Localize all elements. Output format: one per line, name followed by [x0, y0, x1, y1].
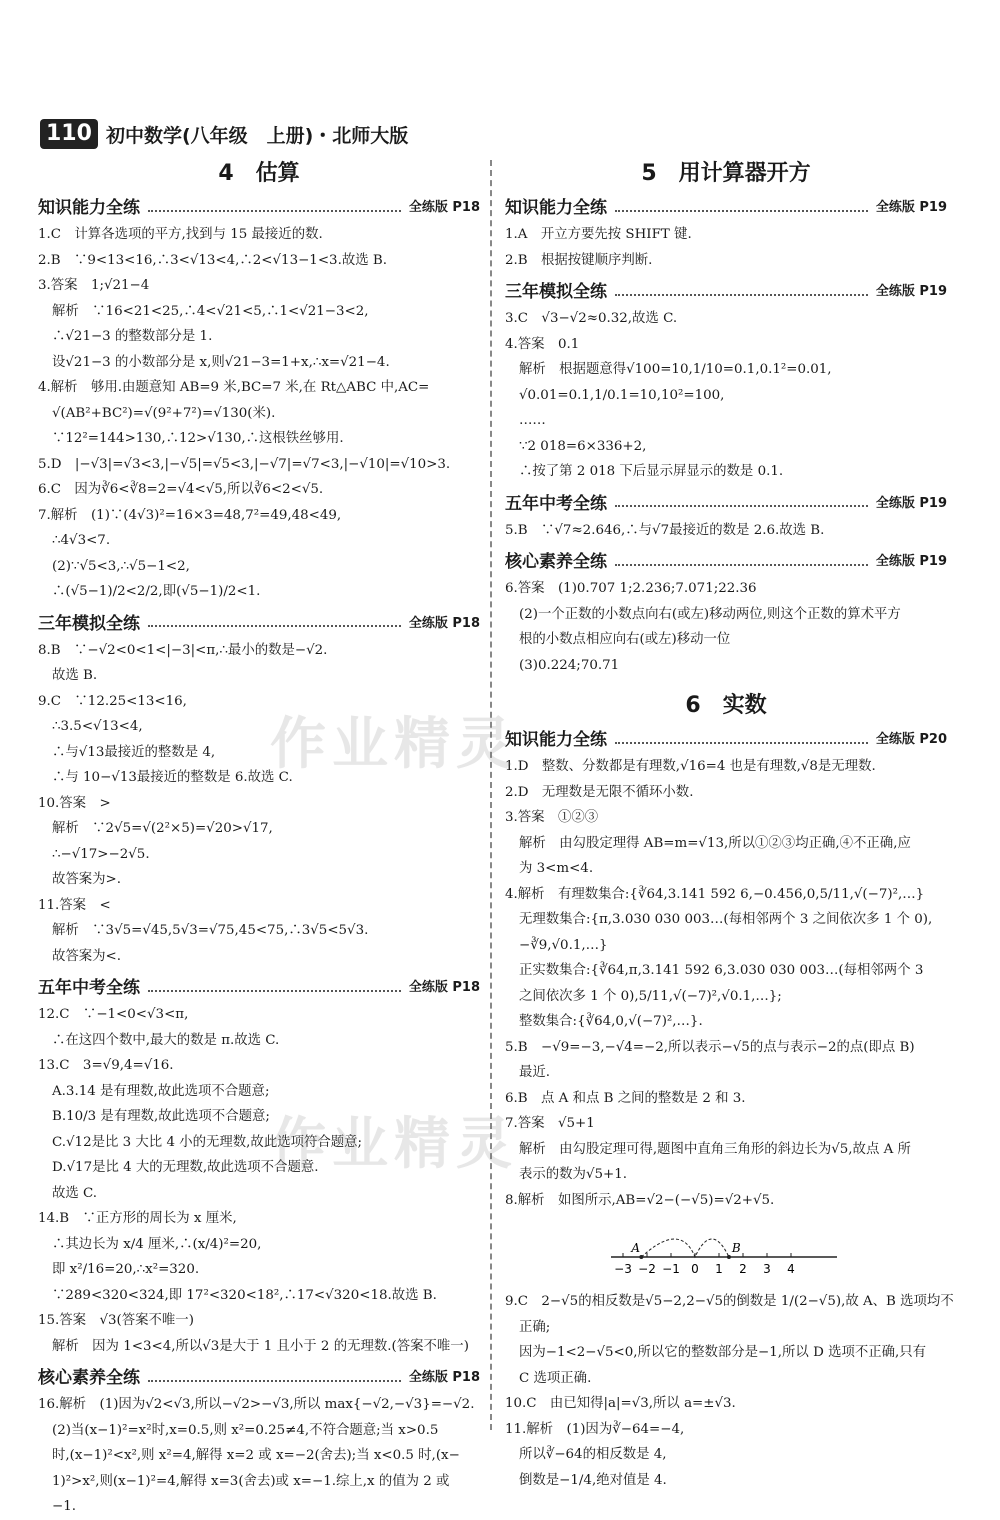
answer-line: 表示的数为√5+1. [519, 1167, 628, 1182]
section-title: 6 实数 [685, 693, 767, 718]
subsection-name: 五年中考全练 [38, 978, 140, 998]
answer-line: 整数集合:{∛64,0,√(−7)²,…}. [519, 1014, 703, 1029]
answer-line: B.10/3 是有理数,故此选项不合题意; [52, 1109, 270, 1124]
answer-item: 2.B ∵9<13<16,∴3<√13<4,∴2<√13−1<3.故选 B. [38, 252, 387, 268]
page-reference: 全练版 P19 [875, 284, 947, 299]
answer-item: 2.D 无理数是无限不循环小数. [505, 784, 694, 800]
answer-line: (2)∵√5<3,∴√5−1<2, [52, 558, 190, 574]
running-header [40, 116, 408, 152]
answer-item: 15.答案 √3(答案不唯一) [38, 1313, 194, 1328]
page-reference: 全练版 P19 [875, 200, 947, 215]
tick-label: 3 [763, 1262, 771, 1276]
number-line [605, 1219, 947, 1285]
answer-item: 3.答案 1;√21−4 [38, 278, 150, 293]
subsection-heading [505, 489, 947, 514]
answer-item: 8.B ∵−√2<0<1<|−3|<π,∴最小的数是−√2. [38, 642, 328, 658]
answer-line: 1)²>x²,则(x−1)²=4,解得 x=3(舍去)或 x=−1.综上,x 的值为 2 或 [52, 1473, 450, 1489]
answer-item: 5.D |−√3|=√3<3,|−√5|=√5<3,|−√7|=√7<3,|−√10|=√10>3. [38, 456, 451, 472]
answer-line: 故选 B. [52, 668, 98, 683]
subsection-heading [505, 725, 947, 750]
answer-line: 解析 因为 1<3<4,所以√3是大于 1 且小于 2 的无理数.(答案不唯一) [52, 1338, 469, 1354]
subsection-name: 三年模拟全练 [38, 613, 140, 634]
answer-item: 6.B 点 A 和点 B 之间的整数是 2 和 3. [505, 1090, 746, 1106]
answer-item: 1.D 整数、分数都是有理数,√16=4 也是有理数,√8是无理数. [505, 759, 876, 774]
page-reference: 全练版 P19 [875, 495, 947, 511]
answer-item: 3.C √3−√2≈0.32,故选 C. [505, 311, 678, 326]
leader-dots [148, 1370, 401, 1382]
answer-line: 根的小数点相应向右(或左)移动一位 [519, 632, 731, 647]
answer-line: 无理数集合:{π,3.030 030 003…(每相邻两个 3 之间依次多 1 个 0), [519, 912, 933, 927]
answer-line: ∴−√17>−2√5. [52, 846, 150, 862]
answer-line: ∴其边长为 x/4 厘米,∴(x/4)²=20, [52, 1236, 262, 1252]
answer-item: 9.C 2−√5的相反数是√5−2,2−√5的倒数是 1/(2−√5),故 A、B 选项均不 [505, 1294, 954, 1309]
left-column [38, 152, 480, 1520]
answer-line: −∛9,√0.1,…} [519, 937, 608, 953]
answer-item: 4.解析 够用.由题意知 AB=9 米,BC=7 米,在 Rt△ABC 中,AC= [38, 380, 430, 395]
answer-line: ∴√21−3 的整数部分是 1. [52, 329, 213, 344]
tick-label: −3 [614, 1262, 632, 1276]
answer-line: √(AB²+BC²)=√(9²+7²)=√130(米). [52, 405, 276, 421]
answer-line: 解析 由勾股定理得 AB=m=√13,所以①②③均正确,④不正确,应 [519, 835, 911, 851]
tick-label: 0 [691, 1262, 699, 1276]
answer-item: 5.B ∵√7≈2.646,∴与√7最接近的数是 2.6.故选 B. [505, 522, 825, 538]
point-marker [727, 1255, 731, 1259]
answer-line: ∵289<320<324,即 17²<320<18²,∴17<√320<18.故选 B. [52, 1287, 437, 1303]
page-number: 110 [40, 119, 98, 149]
answer-line: 解析 根据题意得√100=10,1/10=0.1,0.1²=0.01, [519, 362, 832, 377]
tick-label: −2 [638, 1262, 656, 1276]
answer-item: 12.C ∵−1<0<√3<π, [38, 1007, 189, 1022]
answer-line: 所以∛−64的相反数是 4, [519, 1447, 667, 1462]
point-label: B [731, 1241, 741, 1255]
subsection-heading [38, 973, 480, 998]
leader-dots [615, 200, 868, 212]
leader-dots [148, 200, 401, 212]
subsection-name: 知识能力全练 [505, 198, 607, 218]
leader-dots [615, 554, 868, 566]
page-reference: 全练版 P20 [875, 732, 947, 747]
answer-item: 11.答案 < [38, 897, 111, 913]
right-column [505, 152, 954, 1493]
number-line-figure [605, 1219, 845, 1281]
answer-line: 时,(x−1)²<x²,则 x²=4,解得 x=2 或 x=−2(舍去);当 x<0.5 时,(x− [52, 1448, 460, 1463]
answer-line: (2)一个正数的小数点向右(或左)移动两位,则这个正数的算术平方 [519, 606, 901, 622]
subsection-heading [38, 193, 480, 218]
answer-line: 为 3<m<4. [519, 861, 594, 876]
answer-line: √0.01=0.1,1/0.1=10,10²=100, [519, 387, 725, 403]
watermark: 作业精灵 [270, 712, 518, 777]
leader-dots [615, 284, 868, 296]
answer-line: ∴在这四个数中,最大的数是 π.故选 C. [52, 1032, 280, 1048]
answer-line: C.√12是比 3 大比 4 小的无理数,故此选项符合题意; [52, 1134, 363, 1150]
answer-line: C 选项正确. [519, 1370, 592, 1386]
section-title: 5 用计算器开方 [641, 161, 811, 186]
answer-item: 9.C ∵12.25<13<16, [38, 693, 187, 709]
answer-line: ∴与 10−√13最接近的整数是 6.故选 C. [52, 770, 293, 785]
answer-item: 10.答案 > [38, 795, 111, 811]
answer-line: 解析 由勾股定理可得,题图中直角三角形的斜边长为√5,故点 A 所 [519, 1141, 911, 1157]
answer-item: 10.C 由已知得|a|=√3,所以 a=±√3. [505, 1396, 736, 1411]
answer-line: 故答案为<. [52, 948, 122, 964]
subsection-name: 核心素养全练 [38, 1368, 140, 1388]
subsection-heading [38, 609, 480, 634]
answer-item: 14.B ∵正方形的周长为 x 厘米, [38, 1211, 237, 1226]
section-title: 4 估算 [218, 161, 300, 186]
answer-line: ∴4√3<7. [52, 533, 111, 548]
answer-line: 设√21−3 的小数部分是 x,则√21−3=1+x,∴x=√21−4. [52, 354, 390, 370]
tick-label: −1 [662, 1262, 680, 1276]
answer-line: 之间依次多 1 个 0),5/11,√(−7)²,√0.1,…}; [519, 988, 782, 1004]
answer-line: ∵2 018=6×336+2, [519, 438, 647, 454]
page-reference: 全练版 P18 [408, 200, 480, 215]
tick-label: 4 [787, 1262, 795, 1276]
point-marker [639, 1255, 643, 1259]
answer-line: 解析 ∵16<21<25,∴4<√21<5,∴1<√21−3<2, [52, 303, 369, 319]
answer-item: 5.B −√9=−3,−√4=−2,所以表示−√5的点与表示−2的点(即点 B) [505, 1039, 915, 1055]
answer-line: ∴与√13最接近的整数是 4, [52, 744, 216, 760]
subsection-heading [505, 193, 947, 218]
leader-dots [615, 732, 868, 744]
subsection-heading [505, 277, 947, 302]
answer-item: 7.答案 √5+1 [505, 1116, 595, 1131]
answer-item: 4.答案 0.1 [505, 336, 580, 352]
answer-line: 因为−1<2−√5<0,所以它的整数部分是−1,所以 D 选项不正确,只有 [519, 1345, 927, 1360]
answer-item: 2.B 根据按键顺序判断. [505, 252, 653, 268]
tick-label: 1 [715, 1262, 723, 1276]
answer-item: 8.解析 如图所示,AB=√2−(−√5)=√2+√5. [505, 1192, 775, 1208]
subsection-name: 知识能力全练 [505, 730, 607, 750]
answer-item: 4.解析 有理数集合:{∛64,3.141 592 6,−0.456,0,5/11,√(−7)²,…} [505, 886, 925, 902]
answer-line: ∴3.5<√13<4, [52, 719, 143, 734]
subsection-name: 五年中考全练 [505, 493, 607, 514]
subsection-name: 三年模拟全练 [505, 282, 607, 302]
answer-item: 6.C 因为∛6<∛8=2=√4<√5,所以∛6<2<√5. [38, 482, 324, 497]
page-reference: 全练版 P18 [408, 980, 480, 995]
leader-dots [615, 495, 868, 507]
watermark: 作业精灵 [270, 1112, 518, 1177]
answer-line: −1. [52, 1499, 76, 1514]
answer-line: 正实数集合:{∛64,π,3.141 592 6,3.030 030 003…(每相邻两个 3 [519, 963, 924, 978]
subsection-name: 知识能力全练 [38, 198, 140, 218]
answer-line: 解析 ∵2√5=√(2²×5)=√20>√17, [52, 821, 273, 836]
leader-dots [148, 980, 401, 992]
answer-line: 故答案为>. [52, 872, 122, 887]
answer-line: 最近. [519, 1065, 551, 1080]
subsection-name: 核心素养全练 [505, 552, 607, 572]
answer-item: 1.C 计算各选项的平方,找到与 15 最接近的数. [38, 227, 323, 242]
book-title: 初中数学(八年级 上册)・北师大版 [105, 124, 409, 147]
answer-line: …… [519, 413, 546, 428]
answer-item: 13.C 3=√9,4=√16. [38, 1058, 174, 1073]
answer-line: 倒数是−1/4,绝对值是 4. [519, 1472, 667, 1488]
answer-line: D.√17是比 4 大的无理数,故此选项不合题意. [52, 1160, 319, 1175]
answer-line: A.3.14 是有理数,故此选项不合题意; [52, 1083, 270, 1099]
answer-item: 3.答案 ①②③ [505, 810, 599, 825]
answer-line: ∴(√5−1)/2<2/2,即(√5−1)/2<1. [52, 584, 261, 599]
answer-line: 解析 ∵3√5=√45,5√3=√75,45<75,∴3√5<5√3. [52, 923, 369, 938]
answer-item: 16.解析 (1)因为√2<√3,所以−√2>−√3,所以 max{−√2,−√3}=−√2. [38, 1397, 475, 1412]
answer-line: 故选 C. [52, 1185, 98, 1201]
page-reference: 全练版 P18 [408, 615, 480, 631]
answer-item: 1.A 开立方要先按 SHIFT 键. [505, 227, 692, 242]
answer-line: 即 x²/16=20,∴x²=320. [52, 1262, 200, 1277]
answer-item: 7.解析 (1)∵(4√3)²=16×3=48,7²=49,48<49, [38, 507, 342, 523]
answer-line: (2)当(x−1)²=x²时,x=0.5,则 x²=0.25≠4,不符合题意;当 x>0.5 [52, 1422, 439, 1438]
answer-line: ∵12²=144>130,∴12>√130,∴这根铁丝够用. [52, 431, 344, 446]
page-reference: 全练版 P19 [875, 554, 947, 569]
subsection-heading [38, 1363, 480, 1388]
answer-item: 6.答案 (1)0.707 1;2.236;7.071;22.36 [505, 581, 757, 596]
tick-label: 2 [739, 1262, 747, 1276]
page-reference: 全练版 P18 [408, 1370, 480, 1385]
construction-arcs [641, 1239, 729, 1257]
column-divider [490, 160, 492, 1430]
subsection-heading [505, 547, 947, 572]
leader-dots [148, 615, 401, 627]
answer-line: ∴按了第 2 018 下后显示屏显示的数是 0.1. [519, 464, 784, 479]
point-label: A [631, 1241, 641, 1255]
answer-line: 正确; [519, 1319, 551, 1335]
answer-line: (3)0.224;70.71 [519, 657, 620, 673]
answer-item: 11.解析 (1)因为∛−64=−4, [505, 1421, 685, 1437]
